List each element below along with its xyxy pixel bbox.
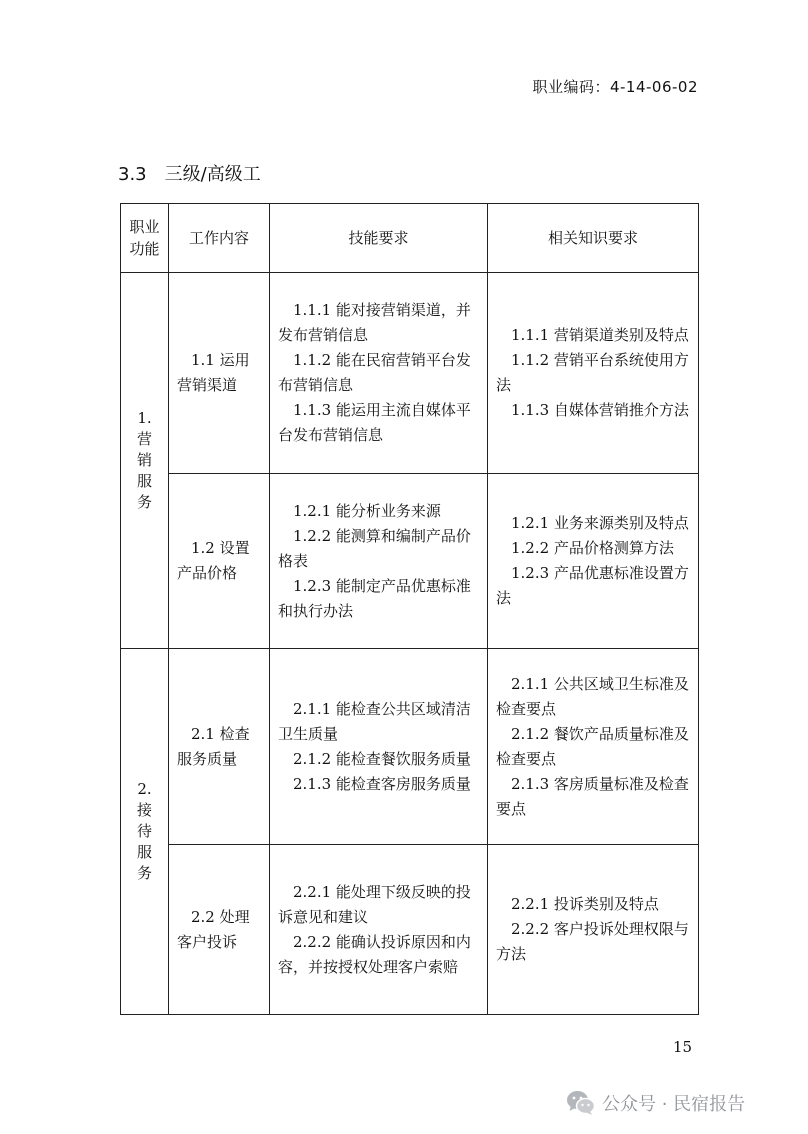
table-row — [121, 845, 699, 1015]
knowledge-item: 1.1.2 营销平台系统使用方法 — [496, 351, 689, 394]
skill-item: 1.2.1 能分析业务来源 — [293, 501, 441, 520]
wechat-icon — [566, 1089, 596, 1117]
function-number: 1. — [137, 409, 152, 427]
knowledge-item: 2.1.2 餐饮产品质量标准及检查要点 — [496, 724, 689, 768]
skill-item: 1.1.1 能对接营销渠道，并发布营销信息 — [278, 301, 471, 344]
table-row — [121, 649, 699, 845]
function-name: 营销服务 — [136, 430, 152, 511]
header-work: 工作内容 — [169, 204, 270, 273]
watermark — [566, 1089, 745, 1117]
knowledge-item: 1.2.1 业务来源类别及特点 — [511, 514, 689, 532]
knowledge-cell — [488, 474, 699, 649]
skill-item: 1.1.3 能运用主流自媒体平台发布营销信息 — [278, 401, 471, 444]
skill-requirements-table — [120, 203, 699, 1015]
skill-cell — [270, 474, 488, 649]
knowledge-cell — [488, 845, 699, 1015]
knowledge-item: 2.2.2 客户投诉处理权限与方法 — [496, 920, 689, 963]
header-function: 职业功能 — [121, 204, 169, 273]
function-number: 2. — [137, 780, 152, 798]
section-title: 3.3 三级/高级工 — [118, 164, 261, 185]
header-knowledge: 相关知识要求 — [488, 204, 699, 273]
knowledge-item: 1.2.3 产品优惠标准设置方法 — [496, 564, 689, 607]
skill-item: 1.2.3 能制定产品优惠标准和执行办法 — [278, 576, 471, 620]
function-cell — [121, 273, 169, 649]
skill-item: 2.2.2 能确认投诉原因和内容，并按授权处理客户索赔 — [278, 932, 471, 976]
skill-item: 2.1.1 能检查公共区域清洁卫生质量 — [278, 699, 471, 743]
work-content-cell: 2.2 处理客户投诉 — [169, 845, 270, 1015]
knowledge-item: 1.1.3 自媒体营销推介方法 — [511, 401, 689, 419]
knowledge-item: 2.1.1 公共区域卫生标准及检查要点 — [496, 674, 689, 718]
skill-item: 2.1.3 能检查客房服务质量 — [293, 774, 471, 793]
header-skill: 技能要求 — [270, 204, 488, 273]
skill-cell — [270, 845, 488, 1015]
page-number: 15 — [673, 1038, 693, 1056]
work-content-cell: 2.1 检查服务质量 — [169, 649, 270, 845]
watermark-text: 公众号 · 民宿报告 — [602, 1094, 746, 1115]
skill-item: 2.1.2 能检查餐饮服务质量 — [293, 749, 471, 768]
knowledge-item: 1.1.1 营销渠道类别及特点 — [511, 326, 689, 344]
table-row — [121, 474, 699, 649]
table-header-row — [121, 204, 699, 273]
skill-cell — [270, 649, 488, 845]
function-name: 接待服务 — [136, 801, 152, 882]
skill-item: 2.2.1 能处理下级反映的投诉意见和建议 — [278, 882, 471, 926]
knowledge-item: 2.2.1 投诉类别及特点 — [511, 895, 659, 913]
table-row — [121, 273, 699, 474]
knowledge-item: 1.2.2 产品价格测算方法 — [511, 539, 674, 557]
skill-item: 1.1.2 能在民宿营销平台发布营销信息 — [278, 351, 471, 394]
occupation-code: 职业编码：4-14-06-02 — [532, 78, 698, 96]
work-content-cell: 1.2 设置产品价格 — [169, 474, 270, 649]
work-content-cell: 1.1 运用营销渠道 — [169, 273, 270, 474]
skill-cell — [270, 273, 488, 474]
knowledge-item: 2.1.3 客房质量标准及检查要点 — [496, 774, 689, 818]
function-cell — [121, 649, 169, 1015]
knowledge-cell — [488, 649, 699, 845]
knowledge-cell — [488, 273, 699, 474]
skill-item: 1.2.2 能测算和编制产品价格表 — [278, 526, 471, 570]
